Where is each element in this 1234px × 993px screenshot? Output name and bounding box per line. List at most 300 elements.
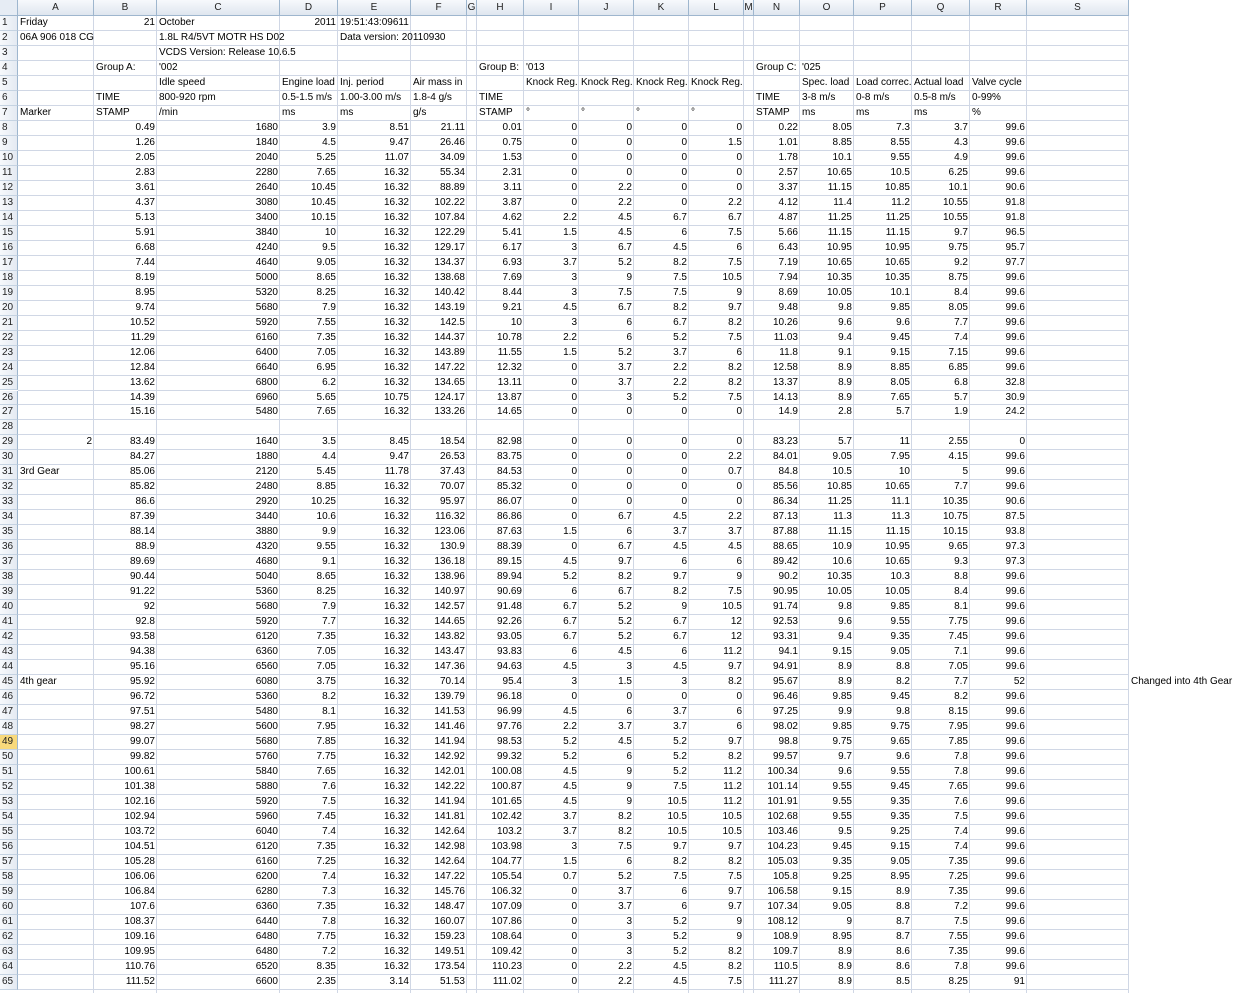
cell[interactable]: 6600 — [255, 975, 278, 987]
cell[interactable]: 5880 — [255, 780, 278, 792]
cell[interactable]: 87.5 — [1005, 511, 1025, 523]
cell[interactable]: 5320 — [255, 286, 278, 298]
cell[interactable]: 133.26 — [434, 406, 465, 418]
column-header[interactable]: J — [579, 0, 634, 16]
cell[interactable]: 3 — [626, 930, 632, 942]
cell[interactable]: 1680 — [255, 121, 278, 133]
cell[interactable]: 8.2 — [728, 960, 742, 972]
cell[interactable]: 6.7 — [618, 241, 632, 253]
cell[interactable]: 9.1 — [322, 556, 336, 568]
cell[interactable]: 16.32 — [383, 286, 409, 298]
cell[interactable]: 99.6 — [1005, 346, 1025, 358]
cell[interactable]: 99.6 — [1005, 481, 1025, 493]
cell[interactable]: 10.35 — [942, 496, 968, 508]
cell[interactable]: 8.05 — [890, 376, 910, 388]
cell[interactable]: Load correc. — [856, 76, 912, 88]
cell[interactable]: 97.51 — [129, 706, 155, 718]
cell[interactable]: 4.5 — [618, 646, 632, 658]
cell[interactable]: 99.6 — [1005, 361, 1025, 373]
cell[interactable]: 3.7 — [618, 361, 632, 373]
cell[interactable]: 6 — [571, 586, 577, 598]
cell[interactable]: 8.95 — [890, 870, 910, 882]
cell[interactable]: 16.32 — [383, 676, 409, 688]
cell[interactable]: 99.6 — [1005, 736, 1025, 748]
cell[interactable]: 06A 906 018 CG — [20, 31, 94, 43]
cell[interactable]: ° — [581, 106, 585, 118]
cell[interactable]: 0 — [681, 436, 687, 448]
cell[interactable]: 9 — [626, 766, 632, 777]
cell[interactable]: 100.08 — [491, 766, 522, 777]
cell[interactable]: 9.75 — [890, 721, 910, 733]
cell[interactable]: 0 — [571, 376, 577, 388]
cell[interactable]: 86.07 — [496, 496, 522, 508]
cell[interactable]: 123.06 — [434, 526, 465, 538]
cell[interactable]: 9.74 — [135, 301, 155, 313]
cell[interactable]: 8.2 — [322, 691, 336, 703]
cell[interactable]: 9.35 — [832, 855, 852, 867]
row-header[interactable]: 16 — [0, 241, 18, 256]
cell[interactable]: 6360 — [255, 900, 278, 912]
cell[interactable]: 16.32 — [383, 691, 409, 703]
cell[interactable]: 1.01 — [778, 136, 798, 148]
cell[interactable]: 147.22 — [434, 361, 465, 373]
cell[interactable]: 142.22 — [434, 780, 465, 792]
cell[interactable]: 0 — [571, 930, 577, 942]
cell[interactable]: 3.7 — [673, 721, 687, 733]
cell[interactable]: 6120 — [255, 840, 278, 852]
cell[interactable]: 4.12 — [778, 196, 798, 208]
cell[interactable]: 9.45 — [890, 780, 910, 792]
cell[interactable]: 3 — [626, 915, 632, 927]
cell[interactable]: 10.5 — [722, 601, 742, 613]
cell[interactable]: 9.7 — [728, 301, 742, 313]
cell[interactable]: 86.6 — [135, 496, 155, 508]
cell[interactable]: 70.07 — [439, 481, 465, 493]
cell[interactable]: 7.8 — [322, 915, 336, 927]
cell[interactable]: 4.37 — [135, 196, 155, 208]
cell[interactable]: 14.13 — [772, 391, 798, 403]
cell[interactable]: 0 — [571, 691, 577, 703]
cell[interactable]: 16.32 — [383, 960, 409, 972]
cell[interactable]: 99.6 — [1005, 331, 1025, 343]
cell[interactable]: ms — [856, 106, 870, 118]
cell[interactable]: 6.7 — [618, 511, 632, 523]
cell[interactable]: 9.55 — [890, 766, 910, 777]
cell[interactable]: 101.38 — [124, 780, 155, 792]
cell[interactable]: 90.6 — [1005, 181, 1025, 193]
cell[interactable]: 2920 — [255, 496, 278, 508]
cell[interactable]: 15.16 — [129, 406, 155, 418]
cell[interactable]: 6480 — [255, 945, 278, 957]
cell[interactable]: 5760 — [255, 751, 278, 763]
cell[interactable]: 8.9 — [838, 960, 852, 972]
cell[interactable]: 70.14 — [439, 676, 465, 688]
cell[interactable]: 3.7 — [728, 526, 742, 538]
cell[interactable]: 3.7 — [563, 256, 577, 268]
cell[interactable]: 4th gear — [20, 676, 57, 688]
column-header[interactable]: Q — [912, 0, 970, 16]
cell[interactable]: 16.32 — [383, 766, 409, 777]
cell[interactable]: 13.11 — [497, 376, 522, 388]
cell[interactable]: 0 — [626, 166, 632, 178]
cell[interactable]: 147.36 — [434, 661, 465, 673]
cell[interactable]: 10.5 — [832, 466, 852, 478]
cell[interactable]: 0 — [626, 436, 632, 448]
cell[interactable]: 9.8 — [838, 301, 852, 313]
cell[interactable]: 11.29 — [130, 331, 155, 343]
cell[interactable]: 85.82 — [129, 481, 155, 493]
cell[interactable]: 4.5 — [673, 241, 687, 253]
cell[interactable]: 8.05 — [832, 121, 852, 133]
cell[interactable]: 9.6 — [838, 616, 852, 628]
cell[interactable]: 7.5 — [618, 286, 632, 298]
cell[interactable]: 11.3 — [891, 511, 910, 523]
cell[interactable]: 1.8-4 g/s — [413, 91, 452, 103]
cell[interactable]: 0.7 — [563, 870, 577, 882]
cell[interactable]: 0 — [736, 481, 742, 493]
cell[interactable]: 138.68 — [434, 271, 465, 283]
cell[interactable]: 5.7 — [838, 436, 852, 448]
cell[interactable]: 1.5 — [728, 136, 742, 148]
cell[interactable]: 7.5 — [728, 975, 742, 987]
cell[interactable]: 99.6 — [1005, 795, 1025, 807]
cell[interactable]: 107.09 — [491, 900, 522, 912]
cell[interactable]: Knock Reg. — [691, 76, 743, 88]
cell[interactable]: 19:51:43:09611 — [340, 17, 409, 28]
cell[interactable]: 99.6 — [1005, 870, 1025, 882]
cell[interactable]: 6.7 — [618, 586, 632, 598]
cell[interactable]: 3-8 m/s — [802, 91, 836, 103]
cell[interactable]: 16.32 — [383, 616, 409, 628]
cell[interactable]: 7.6 — [954, 795, 968, 807]
cell[interactable]: 4.5 — [322, 136, 336, 148]
cell[interactable]: 3.61 — [135, 181, 155, 193]
cell[interactable]: 99.6 — [1005, 855, 1025, 867]
cell[interactable]: 7.65 — [316, 166, 336, 178]
cell[interactable]: 0 — [681, 481, 687, 493]
cell[interactable]: 97.25 — [772, 706, 798, 718]
cell[interactable]: 92 — [143, 601, 155, 613]
cell[interactable]: 141.94 — [434, 736, 465, 748]
cell[interactable]: 9.65 — [890, 736, 910, 748]
cell[interactable]: 0 — [571, 121, 577, 133]
cell[interactable]: 3.7 — [673, 346, 687, 358]
cell[interactable]: 9.85 — [832, 721, 852, 733]
cell[interactable]: 3.7 — [618, 900, 632, 912]
cell[interactable]: 141.53 — [434, 706, 465, 718]
cell[interactable]: 16.32 — [383, 211, 409, 223]
cell[interactable]: 10.6 — [316, 511, 336, 523]
cell[interactable]: 4.5 — [563, 661, 577, 673]
cell[interactable]: 2.2 — [728, 196, 742, 208]
cell[interactable]: 11.25 — [827, 211, 852, 223]
cell[interactable]: 0 — [571, 391, 577, 403]
cell[interactable]: 11.15 — [827, 181, 852, 193]
cell[interactable]: 16.32 — [383, 646, 409, 658]
cell[interactable]: 6.8 — [954, 376, 968, 388]
cell[interactable]: 6400 — [255, 346, 278, 358]
cell[interactable]: 10.05 — [884, 586, 910, 598]
cell[interactable]: 104.51 — [124, 840, 155, 852]
cell[interactable]: 95.92 — [129, 676, 155, 688]
cell[interactable]: 5.66 — [778, 226, 798, 238]
cell[interactable]: ° — [526, 106, 530, 118]
cell[interactable]: 0 — [681, 691, 687, 703]
cell[interactable]: 9 — [681, 601, 687, 613]
row-header[interactable]: 8 — [0, 121, 18, 136]
cell[interactable]: 160.07 — [434, 915, 465, 927]
row-header[interactable]: 49 — [0, 735, 18, 750]
cell[interactable]: 9 — [736, 915, 742, 927]
cell[interactable]: 9 — [626, 795, 632, 807]
cell[interactable]: 4.5 — [728, 541, 742, 553]
cell[interactable]: 3 — [626, 391, 632, 403]
cell[interactable]: 110.23 — [492, 960, 522, 972]
cell[interactable]: 109.7 — [772, 945, 798, 957]
cell[interactable]: 99.6 — [1005, 721, 1025, 733]
cell[interactable]: 6.7 — [673, 631, 687, 643]
cell[interactable]: 7.7 — [954, 316, 968, 328]
cell[interactable]: 93.58 — [129, 631, 155, 643]
cell[interactable]: 16.32 — [383, 751, 409, 763]
row-header[interactable]: 34 — [0, 510, 18, 525]
cell[interactable]: 16.32 — [383, 361, 409, 373]
cell[interactable]: 8.9 — [838, 661, 852, 673]
cell[interactable]: 0 — [571, 945, 577, 957]
cell[interactable]: 26.46 — [439, 136, 465, 148]
cell[interactable]: 0 — [571, 496, 577, 508]
cell[interactable]: 16.32 — [383, 825, 409, 837]
cell[interactable]: 108.64 — [491, 930, 522, 942]
cell[interactable]: 4.62 — [502, 211, 522, 223]
cell[interactable]: 91.8 — [1005, 211, 1025, 223]
cell[interactable]: 6 — [736, 706, 742, 718]
cell[interactable]: 8.1 — [322, 706, 336, 718]
cell[interactable]: 7.9 — [322, 301, 336, 313]
cell[interactable]: 5600 — [255, 721, 278, 733]
cell[interactable]: 7.5 — [728, 870, 742, 882]
cell[interactable]: 7.2 — [322, 945, 336, 957]
cell[interactable]: 11.15 — [827, 226, 852, 238]
cell[interactable]: 141.81 — [434, 810, 465, 822]
cell[interactable]: 3.5 — [322, 436, 336, 448]
cell[interactable]: 6 — [736, 556, 742, 568]
cell[interactable]: 12.84 — [129, 361, 155, 373]
cell[interactable]: 13.87 — [496, 391, 522, 403]
cell[interactable]: 7.5 — [728, 331, 742, 343]
cell[interactable]: 85.06 — [129, 466, 155, 478]
cell[interactable]: 12.32 — [496, 361, 522, 373]
cell[interactable]: 11.25 — [885, 211, 910, 223]
cell[interactable]: 16.32 — [383, 810, 409, 822]
cell[interactable]: 4.5 — [673, 511, 687, 523]
cell[interactable]: 8.9 — [896, 885, 910, 897]
cell[interactable]: 9.45 — [890, 691, 910, 703]
cell[interactable]: 9.8 — [896, 706, 910, 718]
cell[interactable]: 84.01 — [772, 451, 798, 463]
row-header[interactable]: 39 — [0, 585, 18, 600]
cell[interactable]: 92.8 — [135, 616, 155, 628]
cell[interactable]: 144.37 — [434, 331, 465, 343]
cell[interactable]: 16.32 — [383, 870, 409, 882]
cell[interactable]: 99.6 — [1005, 571, 1025, 583]
cell[interactable]: 10.05 — [826, 286, 852, 298]
row-header[interactable]: 7 — [0, 106, 18, 121]
cell[interactable]: 91.22 — [129, 586, 155, 598]
cell[interactable]: Knock Reg. — [581, 76, 633, 88]
cell[interactable]: 16.32 — [383, 166, 409, 178]
cell[interactable]: 9.65 — [948, 541, 968, 553]
cell[interactable]: 86.34 — [772, 496, 798, 508]
cell[interactable]: 51.53 — [439, 975, 465, 987]
cell[interactable]: 7.95 — [316, 721, 336, 733]
cell[interactable]: 3 — [681, 676, 687, 688]
cell[interactable]: 8.35 — [316, 960, 336, 972]
cell[interactable]: 3.7 — [618, 376, 632, 388]
cell[interactable]: 16.32 — [383, 780, 409, 792]
cell[interactable]: 16.32 — [383, 196, 409, 208]
cell[interactable]: 107.84 — [434, 211, 465, 223]
cell[interactable]: 0 — [571, 151, 577, 163]
cell[interactable]: 173.54 — [434, 960, 465, 972]
cell[interactable]: 16.32 — [383, 915, 409, 927]
cell[interactable]: 140.97 — [434, 586, 465, 598]
cell[interactable]: 6440 — [255, 915, 278, 927]
cell[interactable]: 4.87 — [778, 211, 798, 223]
cell[interactable]: 3440 — [255, 511, 278, 523]
cell[interactable]: 9.15 — [832, 646, 852, 658]
cell[interactable]: 5680 — [255, 601, 278, 613]
cell[interactable]: 8.2 — [618, 810, 632, 822]
cell[interactable]: 3.14 — [389, 975, 409, 987]
cell[interactable]: 3.7 — [954, 121, 968, 133]
row-header[interactable]: 61 — [0, 915, 18, 930]
cell[interactable]: 9.85 — [890, 301, 910, 313]
cell[interactable]: 5.65 — [316, 391, 336, 403]
cell[interactable]: 9.7 — [728, 840, 742, 852]
cell[interactable]: 95.7 — [1005, 241, 1025, 253]
cell[interactable]: 6960 — [255, 391, 278, 403]
cell[interactable]: 16.32 — [383, 840, 409, 852]
cell[interactable]: 7.3 — [322, 885, 336, 897]
cell[interactable]: 6 — [681, 556, 687, 568]
cell[interactable]: 4.15 — [948, 451, 968, 463]
cell[interactable]: 5.2 — [618, 346, 632, 358]
row-header[interactable]: 17 — [0, 256, 18, 271]
cell[interactable]: 9.25 — [890, 825, 910, 837]
cell[interactable]: 7.5 — [673, 271, 687, 283]
cell[interactable]: 10.65 — [826, 256, 852, 268]
cell[interactable]: 12.06 — [129, 346, 155, 358]
cell[interactable]: STAMP — [756, 106, 790, 118]
cell[interactable]: 9.55 — [890, 616, 910, 628]
cell[interactable]: 103.72 — [124, 825, 155, 837]
cell[interactable]: 3 — [571, 676, 577, 688]
cell[interactable]: 5920 — [255, 795, 278, 807]
cell[interactable]: 9.4 — [838, 631, 852, 643]
cell[interactable]: 11.03 — [773, 331, 798, 343]
cell[interactable]: 1640 — [255, 436, 278, 448]
column-header[interactable]: L — [689, 0, 744, 16]
cell[interactable]: 0-99% — [972, 91, 1001, 103]
cell[interactable]: 4.5 — [673, 975, 687, 987]
cell[interactable]: 7.5 — [728, 391, 742, 403]
cell[interactable]: 16.32 — [383, 526, 409, 538]
cell[interactable]: 6 — [571, 646, 577, 658]
cell[interactable]: 3.7 — [673, 706, 687, 718]
cell[interactable]: 116.32 — [435, 511, 465, 523]
cell[interactable]: 7.9 — [322, 601, 336, 613]
cell[interactable]: Valve cycle — [972, 76, 1022, 88]
cell[interactable]: 5360 — [255, 586, 278, 598]
cell[interactable]: 88.9 — [135, 541, 155, 553]
cell[interactable]: 9.9 — [838, 706, 852, 718]
cell[interactable]: 0 — [681, 151, 687, 163]
cell[interactable]: 90.69 — [496, 586, 522, 598]
cell[interactable]: 10.65 — [884, 256, 910, 268]
cell[interactable]: 8.2 — [728, 676, 742, 688]
cell[interactable]: 0 — [1019, 436, 1025, 448]
cell[interactable]: Idle speed — [159, 76, 206, 88]
cell[interactable]: 16.32 — [383, 496, 409, 508]
cell[interactable]: 11.78 — [384, 466, 409, 478]
cell[interactable]: 8.2 — [728, 376, 742, 388]
column-header[interactable]: O — [800, 0, 854, 16]
cell[interactable]: 0 — [736, 496, 742, 508]
cell[interactable]: 7.5 — [728, 256, 742, 268]
cell[interactable]: 96.5 — [1005, 226, 1025, 238]
cell[interactable]: 0 — [681, 121, 687, 133]
cell[interactable]: 9.47 — [389, 451, 409, 463]
cell[interactable]: 3840 — [255, 226, 278, 238]
column-header[interactable]: C — [157, 0, 280, 16]
cell[interactable]: 10.55 — [942, 211, 968, 223]
cell[interactable]: 7.65 — [890, 391, 910, 403]
cell[interactable]: 10.95 — [884, 241, 910, 253]
cell[interactable]: 0 — [571, 136, 577, 148]
row-header[interactable]: 37 — [0, 555, 18, 570]
row-header[interactable]: 20 — [0, 301, 18, 316]
cell[interactable]: 6200 — [255, 870, 278, 882]
cell[interactable]: 4680 — [255, 556, 278, 568]
cell[interactable]: 91.8 — [1005, 196, 1025, 208]
cell[interactable]: 9.05 — [890, 646, 910, 658]
cell[interactable]: 108.12 — [767, 915, 798, 927]
cell[interactable]: 0 — [626, 466, 632, 478]
cell[interactable]: 16.32 — [383, 346, 409, 358]
cell[interactable]: 96.46 — [772, 691, 798, 703]
cell[interactable]: 99.07 — [129, 736, 155, 748]
cell[interactable]: 90.44 — [129, 571, 155, 583]
cell[interactable]: 8.4 — [954, 586, 968, 598]
cell[interactable]: 8.85 — [316, 481, 336, 493]
column-header[interactable]: I — [524, 0, 579, 16]
cell[interactable]: ms — [282, 106, 296, 118]
cell[interactable]: 7.45 — [316, 810, 336, 822]
cell[interactable]: 10.05 — [826, 586, 852, 598]
cell[interactable]: 99.6 — [1005, 136, 1025, 148]
row-header[interactable]: 40 — [0, 600, 18, 615]
cell[interactable]: 0 — [571, 915, 577, 927]
cell[interactable]: 2480 — [255, 481, 278, 493]
cell[interactable]: 8.45 — [389, 436, 409, 448]
cell[interactable]: 34.09 — [439, 151, 465, 163]
cell[interactable]: 1.78 — [778, 151, 798, 163]
cell[interactable]: 6800 — [255, 376, 278, 388]
row-header[interactable]: 42 — [0, 630, 18, 645]
cell[interactable]: 84.27 — [129, 451, 155, 463]
row-header[interactable]: 44 — [0, 660, 18, 675]
